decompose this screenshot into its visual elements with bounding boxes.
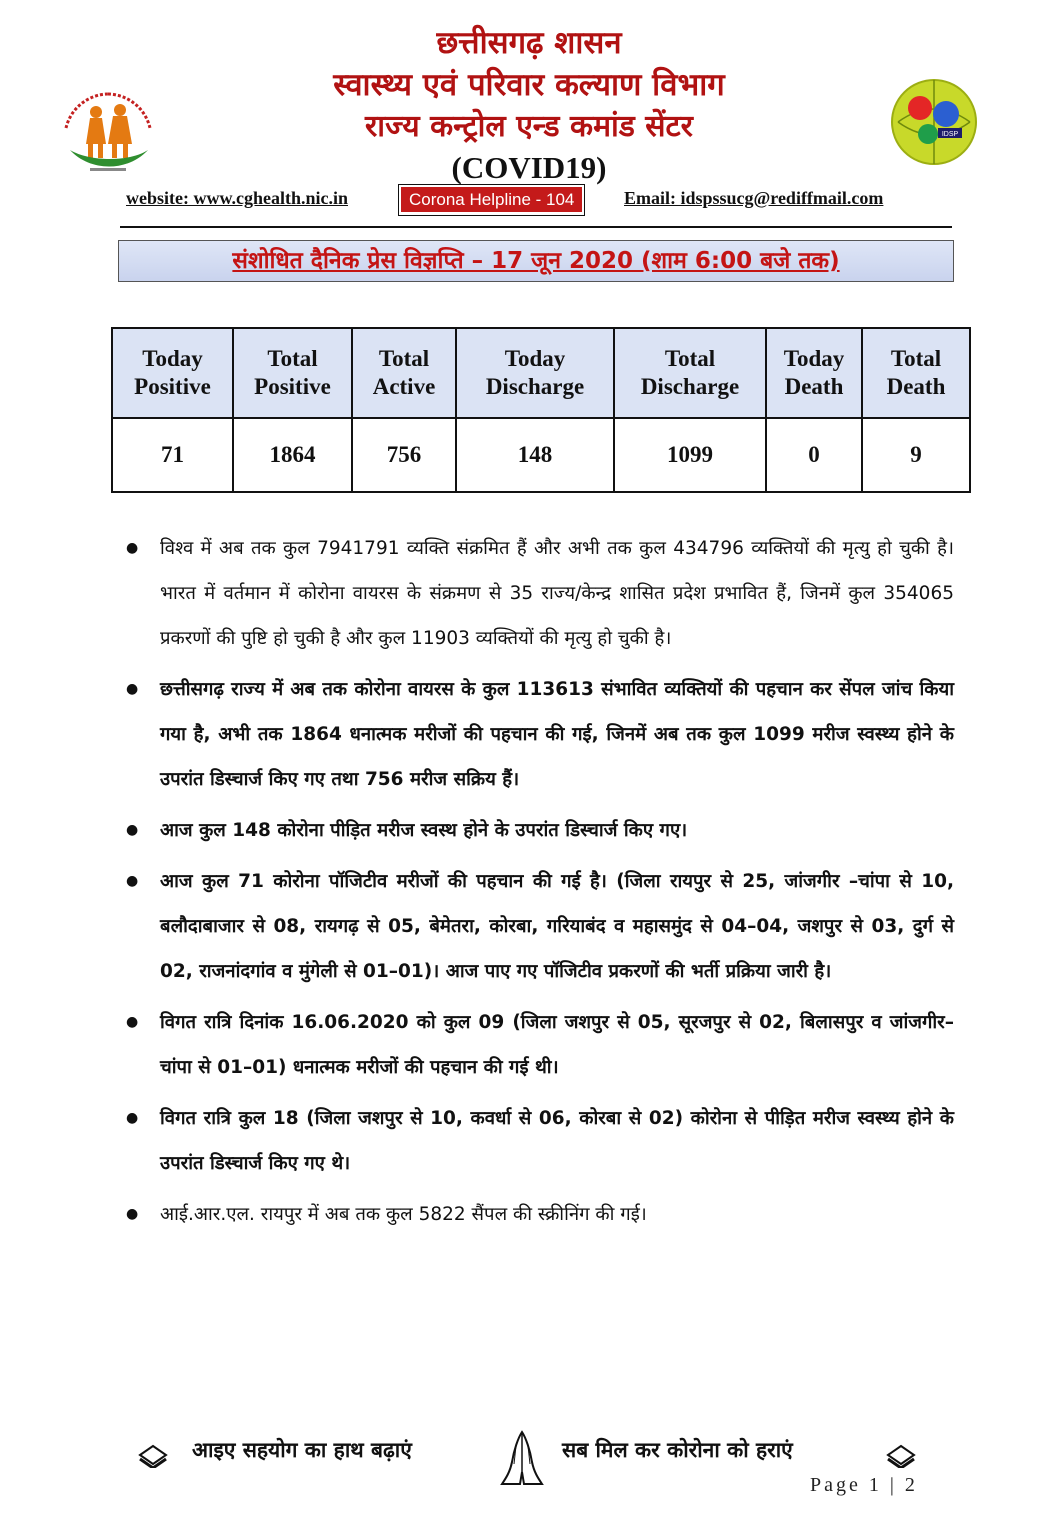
header bbox=[0, 22, 1058, 188]
department-title: स्वास्थ्य एवं परिवार कल्याण विभाग bbox=[333, 67, 725, 103]
government-title: छत्तीसगढ़ शासन bbox=[436, 25, 622, 61]
header-today-death: Today Death bbox=[766, 328, 862, 418]
list-item: ● छत्तीसगढ़ राज्य में अब तक कोरोना वायरस के कुल 113613 संभावित व्यक्तियों की पहचान कर सेंपल जांच किया गया है, अभी तक 1864 धनात्मक मरीजों की पहचान की गई, जिनमें अब तक कुल 1099 मरीज स्वस्थ्य होने के उपरांत डिस्चार्ज किए गए तथा 756 मरीज सक्रिय हैं। bbox=[126, 667, 954, 802]
value-total-active: 756 bbox=[352, 418, 456, 492]
header-today-positive: Today Positive bbox=[112, 328, 233, 418]
header-today-discharge: Today Discharge bbox=[456, 328, 614, 418]
table-row bbox=[112, 418, 970, 492]
release-title-box bbox=[118, 240, 954, 282]
slogan-left: आइए सहयोग का हाथ बढ़ाएं bbox=[192, 1438, 412, 1462]
header-total-death: Total Death bbox=[862, 328, 970, 418]
website-link[interactable]: website: www.cghealth.nic.in bbox=[126, 188, 348, 208]
covid-stats-table bbox=[111, 327, 971, 493]
bullet-list bbox=[126, 526, 954, 1237]
table-header-row bbox=[112, 328, 970, 418]
list-item: ● विगत रात्रि कुल 18 (जिला जशपुर से 10, कवर्धा से 06, कोरबा से 02) कोरोना से पीड़ित मरीज स्वस्थ्य होने के उपरांत डिस्चार्ज किए गए थे। bbox=[126, 1096, 954, 1186]
value-today-death: 0 bbox=[766, 418, 862, 492]
command-center-title: राज्य कन्ट्रोल एन्ड कमांड सेंटर bbox=[365, 109, 693, 144]
folded-hands-icon bbox=[496, 1428, 548, 1486]
value-total-discharge: 1099 bbox=[614, 418, 766, 492]
list-item: ● विगत रात्रि दिनांक 16.06.2020 को कुल 09 (जिला जशपुर से 05, सूरजपुर से 02, बिलासपुर व जांजगीर–चांपा से 01–01) धनात्मक मरीजों की पहचान की गई थी। bbox=[126, 1000, 954, 1090]
list-item: ● आज कुल 148 कोरोना पीड़ित मरीज स्वस्थ होने के उपरांत डिस्चार्ज किए गए। bbox=[126, 808, 954, 853]
helpline-text: Corona Helpline - 104 bbox=[401, 187, 582, 212]
list-item: ● विश्व में अब तक कुल 7941791 व्यक्ति संक्रमित हैं और अभी तक कुल 434796 व्यक्तियों की मृत्यु हो चुकी है। भारत में वर्तमान में कोरोना वायरस के संक्रमण से 35 राज्य/केन्द्र शासित प्रदेश प्रभावित हैं, जिनमें कुल 354065 प्रकरणों की पुष्टि हो चुकी है और कुल 11903 व्यक्तियों की मृत्यु हो चुकी है। bbox=[126, 526, 954, 661]
contact-row bbox=[126, 184, 936, 218]
release-title: संशोधित दैनिक प्रेस विज्ञप्ति – 17 जून 2020 (शाम 6:00 बजे तक) bbox=[232, 248, 840, 274]
header-total-discharge: Total Discharge bbox=[614, 328, 766, 418]
diamond-icon bbox=[138, 1442, 168, 1468]
list-item: ● आज कुल 71 कोरोना पॉजिटीव मरीजों की पहचान की गई है। (जिला रायपुर से 25, जांजगीर –चांपा से 10, बलौदाबाजार से 08, रायगढ़ से 05, बेमेतरा, कोरबा, गरियाबंद व महासमुंद से 04–04, जशपुर से 03, दुर्ग से 02, राजनांदगांव व मुंगेली से 01–01)। आज पाए गए पॉजिटीव प्रकरणों की भर्ती प्रक्रिया जारी है। bbox=[126, 859, 954, 994]
value-total-death: 9 bbox=[862, 418, 970, 492]
email-link[interactable]: Email: idspssucg@rediffmail.com bbox=[624, 188, 884, 208]
diamond-icon bbox=[886, 1442, 916, 1468]
value-total-positive: 1864 bbox=[233, 418, 352, 492]
slogan-right: सब मिल कर कोरोना को हराएं bbox=[562, 1438, 793, 1462]
value-today-discharge: 148 bbox=[456, 418, 614, 492]
value-today-positive: 71 bbox=[112, 418, 233, 492]
helpline-badge bbox=[398, 184, 585, 216]
covid-title: (COVID19) bbox=[451, 150, 607, 185]
page-number: Page 1 | 2 bbox=[810, 1474, 918, 1496]
header-divider bbox=[120, 226, 952, 228]
header-total-positive: Total Positive bbox=[233, 328, 352, 418]
svg-text:IDSP: IDSP bbox=[941, 131, 959, 138]
list-item: ● आई.आर.एल. रायपुर में अब तक कुल 5822 सैंपल की स्क्रीनिंग की गई। bbox=[126, 1192, 954, 1237]
header-total-active: Total Active bbox=[352, 328, 456, 418]
